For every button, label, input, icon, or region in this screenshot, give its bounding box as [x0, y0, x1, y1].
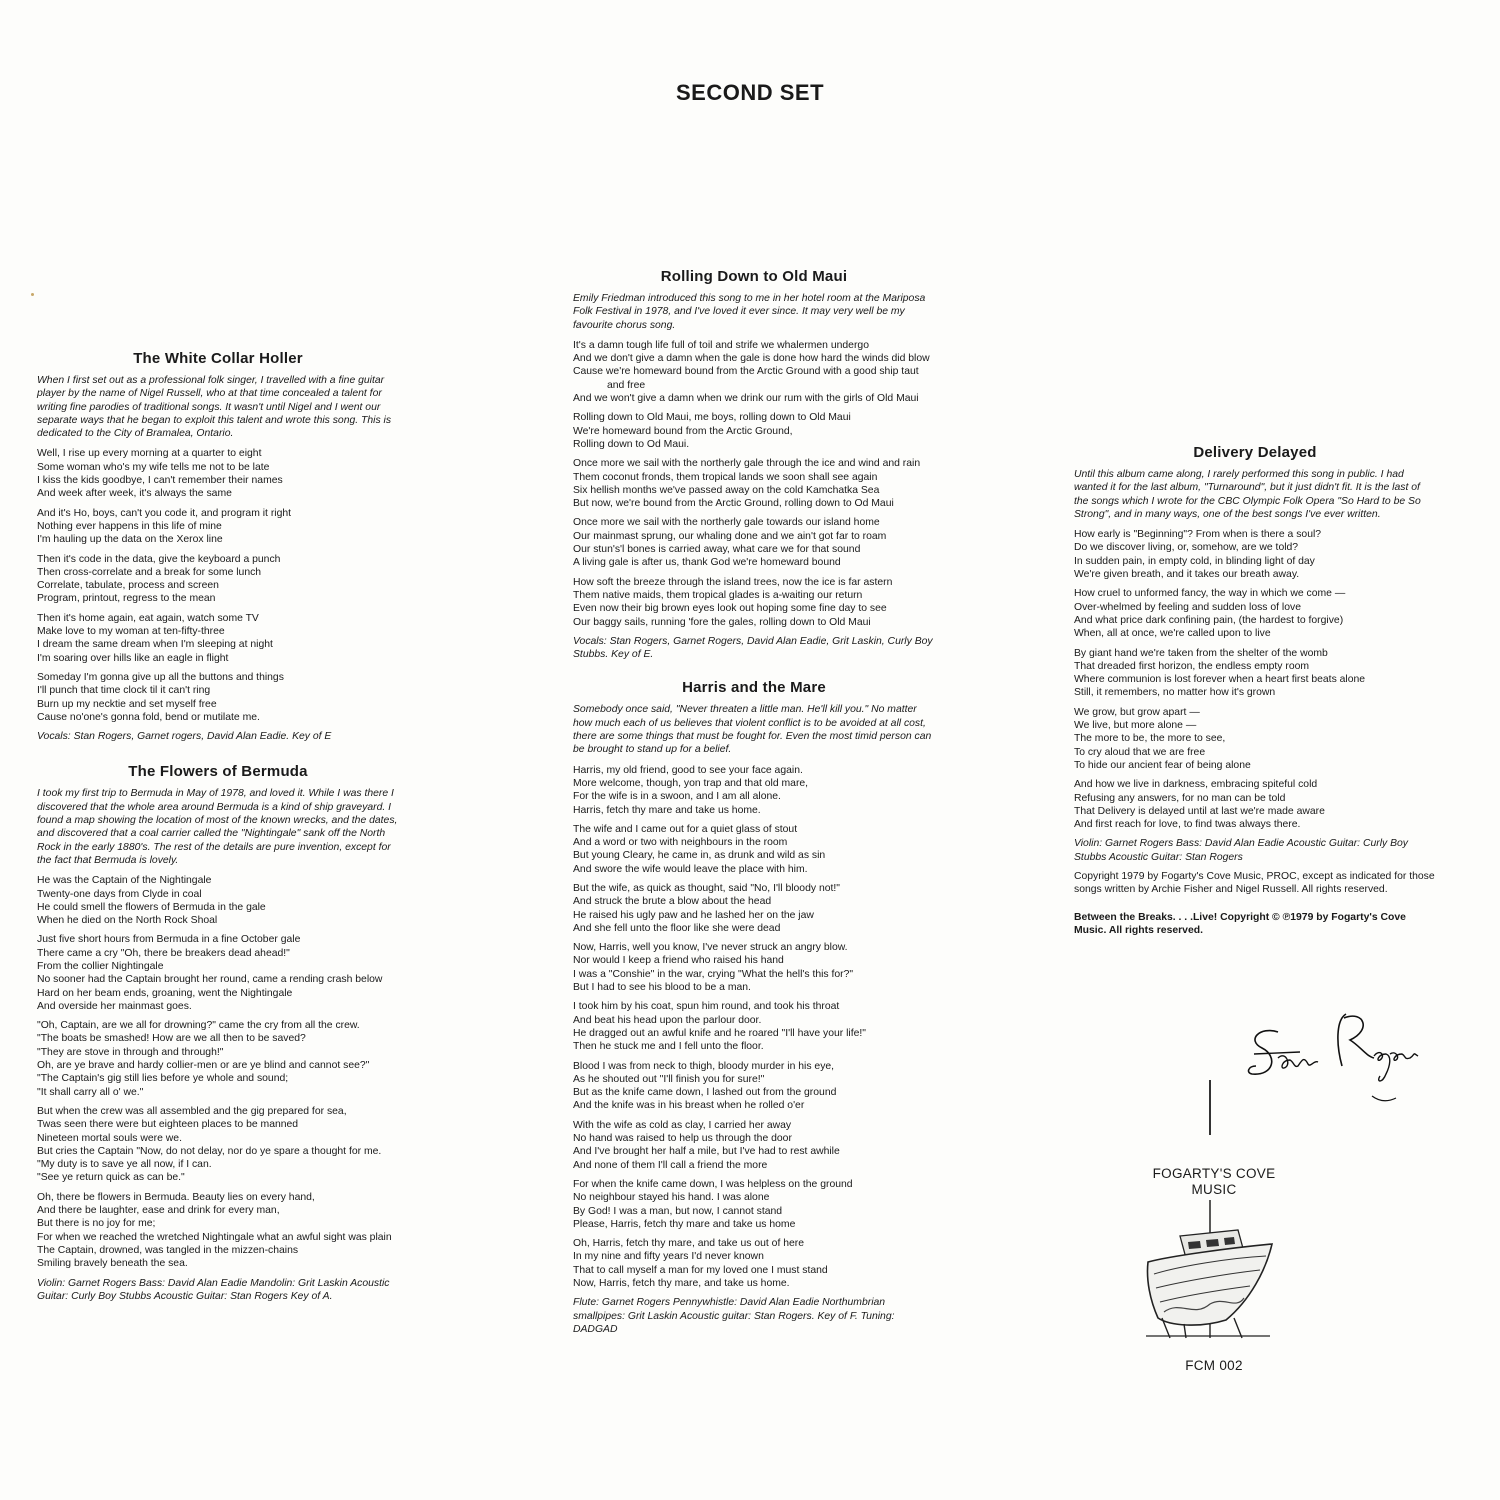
song-intro: Somebody once said, "Never threaten a little man. He'll kill you." No matter how much each of us believes that violent conflict is to be avoided at all cost, there are some things that must be fought for. Even the most timid person can be brought to stand up for a belief. — [573, 704, 932, 756]
lyric-line: The more to be, the more to see, — [1074, 733, 1226, 745]
lyric-stanza — [573, 1060, 935, 1113]
lyric-line: Harris, fetch thy mare and take us home. — [573, 804, 761, 816]
label-logo-text — [1110, 1166, 1318, 1198]
lyric-line: And none of them I'll call a friend the more — [573, 1159, 768, 1171]
label-logo-line-2: MUSIC — [1191, 1182, 1237, 1197]
lyric-line: In my nine and fifty years I'd never known — [573, 1251, 764, 1263]
lyric-line: Blood I was from neck to thigh, bloody murder in his eye, — [573, 1060, 835, 1072]
lyric-line: "The Captain's gig still lies before ye whole and sound; — [37, 1073, 289, 1085]
lyric-line: And struck the brute a blow about the head — [573, 896, 772, 908]
lyric-line: With the wife as cold as clay, I carried her away — [573, 1119, 792, 1131]
lyric-line: And we won't give a damn when we drink our rum with the girls of Old Maui — [573, 393, 919, 405]
lyric-line: And a word or two with neighbours in the room — [573, 837, 788, 849]
lyric-line: To cry aloud that we are free — [1074, 746, 1206, 758]
lyric-line: We're given breath, and it takes our breath away. — [1074, 569, 1300, 581]
lyric-line: A living gale is after us, thank God we're homeward bound — [573, 557, 841, 569]
lyric-line: And what price dark confining pain, (the hardest to forgive) — [1074, 614, 1344, 626]
lyric-stanza — [1074, 706, 1436, 772]
lyric-stanza — [573, 1000, 935, 1053]
left-column — [37, 350, 399, 1309]
paper-speck — [31, 293, 34, 296]
lyric-stanza — [37, 933, 399, 1013]
lyric-line: Twenty-one days from Clyde in coal — [37, 888, 202, 900]
lyric-line: To hide our ancient fear of being alone — [1074, 759, 1251, 771]
lyric-stanza — [1074, 587, 1436, 640]
song-credits: Violin: Garnet Rogers Bass: David Alan Eadie Mandolin: Grit Laskin Acoustic Guitar: Curly Boy Stubbs Acoustic Guitar: Stan Rogers Key of A. — [37, 1277, 390, 1302]
lyric-line: And it's Ho, boys, can't you code it, and program it right — [37, 507, 292, 519]
lyric-line: Program, printout, regress to the mean — [37, 593, 216, 605]
lyric-line: We grow, but grow apart — — [1074, 706, 1200, 718]
lyric-line: Cause we're homeward bound from the Arctic Ground with a good ship taut and free — [573, 366, 919, 391]
lyric-line: That Delivery is delayed until at last we're made aware — [1074, 805, 1325, 817]
lyric-stanza — [573, 764, 935, 817]
lyric-stanza — [573, 823, 935, 876]
lyric-line: Them coconut fronds, them tropical lands we soon shall see again — [573, 471, 878, 483]
lyric-line: But the wife, as quick as thought, said "No, I'll bloody not!" — [573, 882, 840, 894]
lyric-stanza — [37, 1019, 399, 1099]
song-title: The White Collar Holler — [133, 350, 303, 367]
lyric-line: No neighbour stayed his hand. I was alone — [573, 1192, 770, 1204]
lyric-line: Oh, there be flowers in Bermuda. Beauty lies on every hand, — [37, 1191, 315, 1203]
lyric-stanza — [37, 671, 399, 724]
lyric-line: I kiss the kids goodbye, I can't remember their names — [37, 475, 283, 487]
lyric-line: Oh, are ye brave and hardy collier-men or are ye blind and cannot see?" — [37, 1060, 370, 1072]
lyric-line: It's a damn tough life full of toil and strife we whalermen undergo — [573, 339, 869, 351]
logo-mast — [1209, 1080, 1211, 1135]
lyric-line: Still, it remembers, no matter how it's grown — [1074, 687, 1276, 699]
lyric-line: He raised his ugly paw and he lashed her on the jaw — [573, 909, 814, 921]
lyric-line: Please, Harris, fetch thy mare and take us home — [573, 1218, 796, 1230]
song-credits: Violin: Garnet Rogers Bass: David Alan Eadie Acoustic Guitar: Curly Boy Stubbs Acoustic Guitar: Stan Rogers — [1074, 838, 1408, 863]
lyric-line: In sudden pain, in empty cold, in blinding light of day — [1074, 555, 1315, 567]
lyric-line: "See ye return quick as can be." — [37, 1172, 185, 1184]
lyric-line: That to call myself a man for my loved one I must stand — [573, 1264, 828, 1276]
song-title: Rolling Down to Old Maui — [660, 268, 848, 285]
lyric-stanza — [573, 941, 935, 994]
lyric-line: Some woman who's my wife tells me not to be late — [37, 461, 270, 473]
song-delivery-delayed — [1074, 444, 1436, 864]
lyric-line: How cruel to unformed fancy, the way in which we come — — [1074, 588, 1346, 600]
song-title: Harris and the Mare — [682, 679, 826, 697]
lyric-line: Our baggy sails, running 'fore the gales, rolling down to Old Maui — [573, 616, 871, 628]
lyric-line: And we don't give a damn when the gale is done how hard the winds did blow — [573, 353, 930, 365]
lyric-line: "The boats be smashed! How are we all then to be saved? — [37, 1033, 306, 1045]
song-intro: When I first set out as a professional folk singer, I travelled with a fine guitar player by the name of Nigel Russell, who at that time concealed a talent for writing fine parodies of traditional songs. It wasn't until Nigel and I went our separate ways that he began to exploit this talent and wrote this song. This is dedicated to the City of Bramalea, Ontario. — [37, 375, 392, 440]
lyric-line: Then it's home again, eat again, watch some TV — [37, 612, 259, 624]
lyric-line: He dragged out an awful knife and he roared "I'll have your life!" — [573, 1027, 866, 1039]
lyric-line: More welcome, though, yon trap and that old mare, — [573, 777, 809, 789]
song-title: Delivery Delayed — [1193, 444, 1317, 461]
lyric-line: Once more we sail with the northerly gale through the ice and wind and rain — [573, 458, 921, 470]
lyric-line: No hand was raised to help us through the door — [573, 1133, 792, 1145]
lyric-line: But cries the Captain "Now, do not delay, nor do ye spare a thought for me. — [37, 1145, 382, 1157]
lyric-line: Rolling down to Old Maui, me boys, rolling down to Old Maui — [573, 412, 851, 424]
lyric-line: Rolling down to Od Maui. — [573, 438, 690, 450]
lyric-line: Twas seen there were but eighteen places to be manned — [37, 1119, 299, 1131]
lyric-stanza — [37, 507, 399, 547]
lyric-line: "Oh, Captain, are we all for drowning?" came the cry from all the crew. — [37, 1020, 360, 1032]
lyric-stanza — [1074, 647, 1436, 700]
lyric-line: Make love to my woman at ten-fifty-three — [37, 626, 225, 638]
boat-illustration — [1140, 1200, 1280, 1340]
lyric-stanza — [37, 612, 399, 665]
copyright-text: Copyright 1979 by Fogarty's Cove Music, PROC, except as indicated for those songs written by Archie Fisher and Nigel Russell. All rights reserved. — [1074, 871, 1435, 896]
lyric-line: Them native maids, them tropical glades is a-waiting our return — [573, 589, 863, 601]
lyric-line: For when the knife came down, I was helpless on the ground — [573, 1178, 853, 1190]
lyric-stanza — [573, 516, 935, 569]
lyric-stanza — [37, 1105, 399, 1185]
song-intro: Until this album came along, I rarely performed this song in public. I had wanted it for the last album, "Turnaround", but it just didn't fit. It is the last of the songs which I wrote for the CBC Olympic Folk Opera "So Hard to be So Strong", and in many ways, one of the best songs I've ever written. — [1074, 469, 1421, 520]
lyric-line: Now, Harris, well you know, I've never struck an angry blow. — [573, 942, 848, 954]
lyric-stanza — [37, 1191, 399, 1271]
lyric-line: He could smell the flowers of Bermuda in the gale — [37, 901, 266, 913]
lyric-line: But when the crew was all assembled and the gig prepared for sea, — [37, 1105, 347, 1117]
lyric-line: That dreaded first horizon, the endless empty room — [1074, 660, 1310, 672]
lyric-line: And beat his head upon the parlour door. — [573, 1014, 762, 1026]
lyric-line: And overside her mainmast goes. — [37, 1000, 192, 1012]
lyric-line: But now, we're bound from the Arctic Ground, rolling down to Od Maui — [573, 498, 894, 510]
song-harris-and-the-mare — [573, 679, 935, 1336]
lyric-line: Burn up my necktie and set myself free — [37, 698, 217, 710]
lyric-line: How soft the breeze through the island trees, now the ice is far astern — [573, 576, 893, 588]
lyric-line: Cause no'one's gonna fold, bend or mutilate me. — [37, 711, 260, 723]
lyric-line: Oh, Harris, fetch thy mare, and take us out of here — [573, 1238, 805, 1250]
lyric-stanza — [1074, 778, 1436, 831]
lyric-line: "My duty is to save ye all now, if I can. — [37, 1159, 212, 1171]
lyric-stanza — [573, 1178, 935, 1231]
lyric-line: I'm hauling up the data on the Xerox line — [37, 534, 223, 546]
lyric-line: I took him by his coat, spun him round, and took his throat — [573, 1001, 840, 1013]
lyric-line: Nothing ever happens in this life of mine — [37, 520, 222, 532]
lyric-stanza — [573, 1237, 935, 1290]
lyric-stanza — [573, 1119, 935, 1172]
lyric-line: Once more we sail with the northerly gale towards our island home — [573, 517, 880, 529]
label-logo-line-1: FOGARTY'S COVE — [1152, 1166, 1276, 1181]
lyric-line: Over-whelmed by feeling and sudden loss of love — [1074, 601, 1301, 613]
lyric-line: I dream the same dream when I'm sleeping at night — [37, 639, 273, 651]
song-credits: Vocals: Stan Rogers, Garnet rogers, David Alan Eadie. Key of E — [37, 731, 332, 743]
lyric-line: Correlate, tabulate, process and screen — [37, 580, 219, 592]
lyric-line: The Captain, drowned, was tangled in the mizzen-chains — [37, 1244, 299, 1256]
lyric-line: Then cross-correlate and a break for some lunch — [37, 566, 262, 578]
lyric-stanza — [573, 411, 935, 451]
lyric-line: Nor would I keep a friend who raised his hand — [573, 955, 784, 967]
lyric-line: But I had to see his blood to be a man. — [573, 982, 751, 994]
lyric-line: But young Cleary, he came in, as drunk and wild as sin — [573, 850, 826, 862]
song-lyrics — [1074, 528, 1436, 831]
song-flowers-of-bermuda — [37, 763, 399, 1303]
lyric-line: Smiling bravely beneath the sea. — [37, 1258, 188, 1270]
song-credits: Flute: Garnet Rogers Pennywhistle: David Alan Eadie Northumbrian smallpipes: Grit Laskin Acoustic guitar: Stan Rogers. Key of F. Tuning: DADGAD — [573, 1297, 895, 1335]
lyric-stanza — [37, 553, 399, 606]
lyric-line: The wife and I came out for a quiet glass of stout — [573, 823, 798, 835]
lyric-stanza — [573, 882, 935, 935]
lyric-stanza — [573, 339, 935, 405]
lyric-line: Now, Harris, fetch thy mare, and take us home. — [573, 1278, 790, 1289]
song-white-collar-holler — [37, 350, 399, 743]
lyric-line: And she fell unto the floor like she were dead — [573, 922, 781, 934]
lyric-line: I was a "Conshie" in the war, crying "What the hell's this for?" — [573, 968, 854, 980]
right-column — [1074, 444, 1436, 937]
lyric-line: Well, I rise up every morning at a quarter to eight — [37, 448, 262, 460]
song-intro: I took my first trip to Bermuda in May of 1978, and loved it. While I was there I discovered that the whole area around Bermuda is a kind of ship graveyard. I found a map showing the location of most of the known wrecks, and the dates, and discovered that a coal carrier called the "Nightingale" sank off the North Rock in the early 1880's. The rest of the details are pure invention, except for the fact that Bermuda is lovely. — [37, 788, 398, 866]
lyric-line: He was the Captain of the Nightingale — [37, 875, 212, 887]
song-lyrics — [37, 447, 399, 724]
lyric-line: Nineteen mortal souls were we. — [37, 1132, 182, 1144]
lyric-line: I'll punch that time clock til it can't ring — [37, 685, 211, 697]
lyric-line: No sooner had the Captain brought her round, came a rending crash below — [37, 974, 383, 986]
lyric-line: "It shall carry all o' we." — [37, 1086, 144, 1098]
lyric-line: From the collier Nightingale — [37, 960, 164, 972]
lyric-line: And the knife was in his breast when he rolled o'er — [573, 1100, 805, 1112]
song-title: The Flowers of Bermuda — [128, 763, 308, 781]
lyric-line: I'm soaring over hills like an eagle in flight — [37, 652, 229, 664]
lyric-line: And week after week, it's always the same — [37, 488, 232, 500]
lyric-line: And swore the wife would leave the place with him. — [573, 863, 808, 875]
lyric-line: "They are stove in through and through!" — [37, 1046, 224, 1058]
lyric-line: And how we live in darkness, embracing spiteful cold — [1074, 779, 1318, 791]
lyric-line: But as the knife came down, I lashed out from the ground — [573, 1087, 837, 1099]
song-credits: Vocals: Stan Rogers, Garnet Rogers, David Alan Eadie, Grit Laskin, Curly Boy Stubbs. Key of E. — [573, 635, 933, 661]
song-rolling-down-to-old-maui — [573, 268, 935, 661]
lyric-line: As he shouted out "I'll finish you for sure!" — [573, 1073, 765, 1085]
lyric-line: We live, but more alone — — [1074, 720, 1197, 732]
song-lyrics — [573, 339, 935, 629]
lyric-line: Then it's code in the data, give the keyboard a punch — [37, 553, 281, 565]
lyric-line: For when we reached the wretched Nightingale what an awful sight was plain — [37, 1231, 392, 1243]
lyric-line: We're homeward bound from the Arctic Ground, — [573, 425, 793, 437]
lyric-line: Where communion is lost forever when a heart first beats alone — [1074, 674, 1366, 686]
lyric-line: Refusing any answers, for no man can be told — [1074, 792, 1286, 804]
lyric-line: Harris, my old friend, good to see your face again. — [573, 764, 803, 776]
lyric-line: But there is no joy for me; — [37, 1218, 156, 1230]
lyric-line: How early is "Beginning"? From when is there a soul? — [1074, 529, 1322, 541]
lyric-line: And there be laughter, ease and drink for every man, — [37, 1205, 280, 1217]
song-lyrics — [37, 874, 399, 1270]
lyric-line: There came a cry "Oh, there be breakers dead ahead!" — [37, 947, 290, 959]
lyric-stanza — [37, 874, 399, 927]
catalog-number: FCM 002 — [1185, 1358, 1243, 1373]
lyric-line: When he died on the North Rock Shoal — [37, 915, 218, 927]
lyric-line: Someday I'm gonna give up all the buttons and things — [37, 671, 284, 683]
lyric-stanza — [37, 447, 399, 500]
lyric-line: Just five short hours from Bermuda in a fine October gale — [37, 934, 301, 946]
middle-column — [573, 268, 935, 1342]
lyric-line: Six hellish months we've passed away on the cold Kamchatka Sea — [573, 484, 880, 496]
song-intro: Emily Friedman introduced this song to me in her hotel room at the Mariposa Folk Festival in 1978, and I've loved it ever since. It may very well be my favourite chorus song. — [573, 293, 926, 331]
lyric-line: And I've brought her half a mile, but I've had to rest awhile — [573, 1146, 840, 1158]
lyric-stanza — [1074, 528, 1436, 581]
lyric-line: When, all at once, we're called upon to live — [1074, 628, 1271, 640]
album-copyright-notice: Between the Breaks. . . .Live! Copyright © ℗1979 by Fogarty's Cove Music. All rights reserved. — [1074, 911, 1406, 936]
page-title: SECOND SET — [675, 80, 825, 105]
lyric-line: Then he stuck me and I fell unto the floor. — [573, 1041, 764, 1053]
lyric-line: Do we discover living, or, somehow, are we told? — [1074, 542, 1299, 554]
lyric-line: And first reach for love, to find twas always there. — [1074, 819, 1301, 831]
lyric-line: By God! I was a man, but now, I cannot stand — [573, 1205, 783, 1217]
lyric-line: Our stun's'l bones is carried away, what care we for that sound — [573, 544, 861, 556]
lyric-line: By giant hand we're taken from the shelter of the womb — [1074, 647, 1328, 659]
lyric-stanza — [573, 457, 935, 510]
signature-stan-rogers — [1240, 1000, 1430, 1110]
lyric-stanza — [573, 576, 935, 629]
lyric-line: Our mainmast sprung, our whaling done and we ain't got far to roam — [573, 530, 887, 542]
lyric-line: For the wife is in a swoon, and I am all alone. — [573, 791, 781, 803]
lyric-line: Hard on her beam ends, groaning, went the Nightingale — [37, 987, 293, 999]
lyric-line: Even now their big brown eyes look out hoping some fine day to see — [573, 603, 887, 615]
song-lyrics — [573, 764, 935, 1291]
